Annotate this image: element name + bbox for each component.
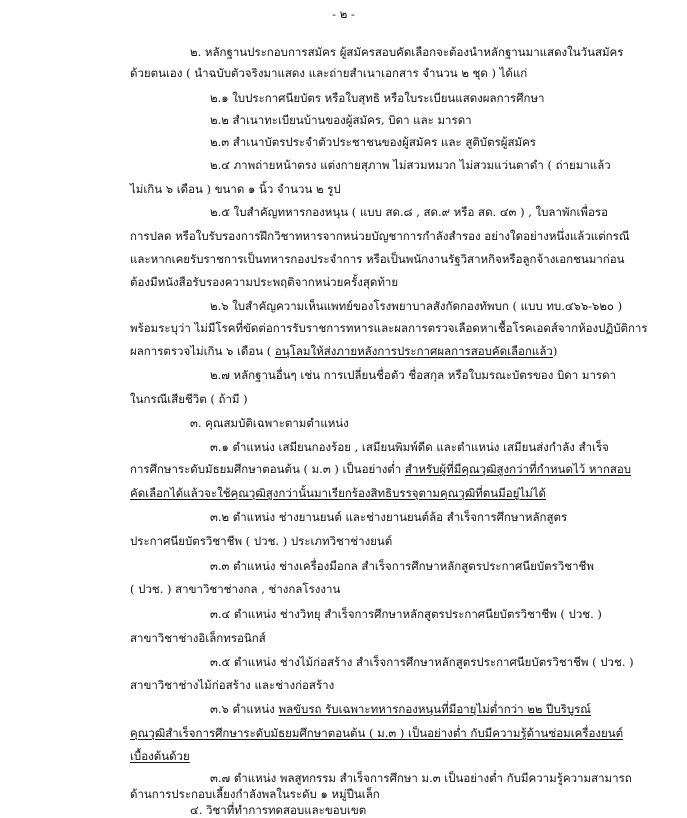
- text-line: ต้องมีหนังสือรับรองความประพฤติจากหน่วยครั้งสุดท้าย: [130, 275, 399, 289]
- text-line: ด้วยตนเอง ( นำฉบับตัวจริงมาแสดง และถ่ายสำเนาเอกสาร จำนวน ๒ ชุด ) ได้แก่: [130, 66, 528, 80]
- text-line: ในกรณีเสียชีวิต ( ถ้ามี ): [130, 392, 248, 406]
- text-segment: ): [552, 344, 558, 358]
- text-line: ๒.๗ หลักฐานอื่นๆ เช่น การเปลี่ยนชื่อตัว ชื่อสกุล หรือใบมรณะบัตรของ บิดา มารดา: [210, 368, 616, 382]
- text-line: ๒.๒ สำเนาทะเบียนบ้านของผู้สมัคร, บิดา และ มารดา: [210, 113, 472, 127]
- text-line: ๒.๖ ใบสำคัญความเห็นแพทย์ของโรงพยาบาลสังกัดกองทัพบก ( แบบ ทบ.๔๖๖-๖๒๐ ): [210, 299, 623, 313]
- text-line: [130, 343, 557, 359]
- text-line: ๒.๕ ใบสำคัญทหารกองหนุน ( แบบ สด.๘ , สด.๙ หรือ สด. ๔๓ ) , ใบลาพักเพื่อรอ: [210, 205, 608, 219]
- text-line: ๓.๕ ตำแหน่ง ช่างไม้ก่อสร้าง สำเร็จการศึกษาหลักสูตรประกาศนียบัตรวิชาชีพ ( ปวช. ): [210, 655, 634, 669]
- underlined-text: อนุโลมให้ส่งภายหลังการประกาศผลการสอบคัดเลือกแล้ว: [274, 344, 553, 358]
- text-line: สาขาวิชาช่างอิเล็กทรอนิกส์: [130, 631, 266, 645]
- text-line: พร้อมระบุว่า ไม่มีโรคที่ขัดต่อการรับราชการทหารและผลการตรวจเลือดหาเชื้อโรคเอดส์จากห้องปฏิบัติการ: [130, 321, 648, 335]
- section-heading: ๔. วิชาที่ทำการทดสอบและขอบเขต: [190, 803, 367, 817]
- text-line: ๓.๗ ตำแหน่ง พลสูทกรรม สำเร็จการศึกษา ม.๓ เป็นอย่างต่ำ กับมีความรู้ความสามารถ: [210, 771, 632, 785]
- text-line: ๒.๓ สำเนาบัตรประจำตัวประชาชนของผู้สมัคร และ สูติบัตรผู้สมัคร: [210, 135, 536, 149]
- underlined-text: สำหรับผู้ที่มีคุณวุฒิสูงกว่าที่กำหนดไว้ หากสอบ: [404, 462, 632, 476]
- text-line: ด้านการประกอบเลี้ยงกำลังพลในระดับ ๑ หมู่ปืนเล็ก: [130, 787, 380, 801]
- text-line: และหากเคยรับราชการเป็นทหารกองประจำการ หรือเป็นพนักงานรัฐวิสาหกิจหรือลูกจ้างเอกชนมาก่อน: [130, 252, 625, 266]
- section-heading: ๓. คุณสมบัติเฉพาะตามตำแหน่ง: [190, 416, 349, 430]
- text-line: [210, 701, 591, 717]
- text-line: การปลด หรือใบรับรองการฝึกวิชาทหารจากหน่วยบัญชาการกำลังสำรอง อย่างใดอย่างหนึ่งแล้วแต่กรณี: [130, 229, 630, 243]
- underlined-text: คัดเลือกได้แล้วจะใช้คุณวุฒิสูงกว่านั้นมาเรียกร้องสิทธิบรรจุตามคุณวุฒิที่ตนมีอยู่ไม่ได้: [130, 486, 546, 500]
- text-line: ๓.๔ ตำแหน่ง ช่างวิทยุ สำเร็จการศึกษาหลักสูตรประกาศนียบัตรวิชาชีพ ( ปวช. ): [210, 607, 602, 621]
- text-line: ๓.๑ ตำแหน่ง เสมียนกองร้อย , เสมียนพิมพ์ดีด และตำแหน่ง เสมียนส่งกำลัง สำเร็จ: [210, 440, 609, 454]
- text-segment: การศึกษาระดับมัธยมศึกษาตอนต้น ( ม.๓ ) เป็นอย่างต่ำ: [130, 462, 402, 476]
- text-line: ( ปวช. ) สาขาวิชาช่างกล , ช่างกลโรงงาน: [130, 582, 341, 596]
- text-line: ไม่เกิน ๖ เดือน ) ขนาด ๑ นิ้ว จำนวน ๒ รูป: [130, 182, 341, 196]
- text-segment: ๓.๖ ตำแหน่ง: [210, 702, 275, 716]
- text-segment: ผลการตรวจไม่เกิน ๖ เดือน (: [130, 344, 272, 358]
- page-number: - ๒ -: [332, 7, 355, 21]
- text-line: ประกาศนียบัตรวิชาชีพ ( ปวช. ) ประเภทวิชาช่างยนต์: [130, 534, 393, 548]
- underlined-text: พลขับรถ รับเฉพาะทหารกองหนุนที่มีอายุไม่ต่ำกว่า ๒๒ ปีบริบูรณ์: [278, 702, 591, 716]
- text-line: สาขาวิชาช่างไม้ก่อสร้าง และช่างก่อสร้าง: [130, 678, 335, 692]
- text-line: ๒. หลักฐานประกอบการสมัคร ผู้สมัครสอบคัดเลือกจะต้องนำหลักฐานมาแสดงในวันสมัคร: [190, 45, 624, 59]
- text-line: ๓.๓ ตำแหน่ง ช่างเครื่องมือกล สำเร็จการศึกษาหลักสูตรประกาศนียบัตรวิชาชีพ: [210, 559, 594, 573]
- underlined-text: เบื้องต้นด้วย: [130, 749, 190, 763]
- text-line: ๒.๔ ภาพถ่ายหน้าตรง แต่งกายสุภาพ ไม่สวมหมวก ไม่สวมแว่นตาดำ ( ถ่ายมาแล้ว: [210, 158, 611, 172]
- text-line: [130, 461, 631, 477]
- text-line: ๓.๒ ตำแหน่ง ช่างยานยนต์ และช่างยานยนต์ล้อ สำเร็จการศึกษาหลักสูตร: [210, 510, 568, 524]
- underlined-text: คุณวุฒิสำเร็จการศึกษาระดับมัธยมศึกษาตอนต้น ( ม.๓ ) เป็นอย่างต่ำ กับมีความรู้ด้านซ่อมเครื่องยนต์: [130, 726, 624, 740]
- text-line: ๒.๑ ใบประกาศนียบัตร หรือใบสุทธิ หรือใบระเบียนแสดงผลการศึกษา: [210, 91, 545, 105]
